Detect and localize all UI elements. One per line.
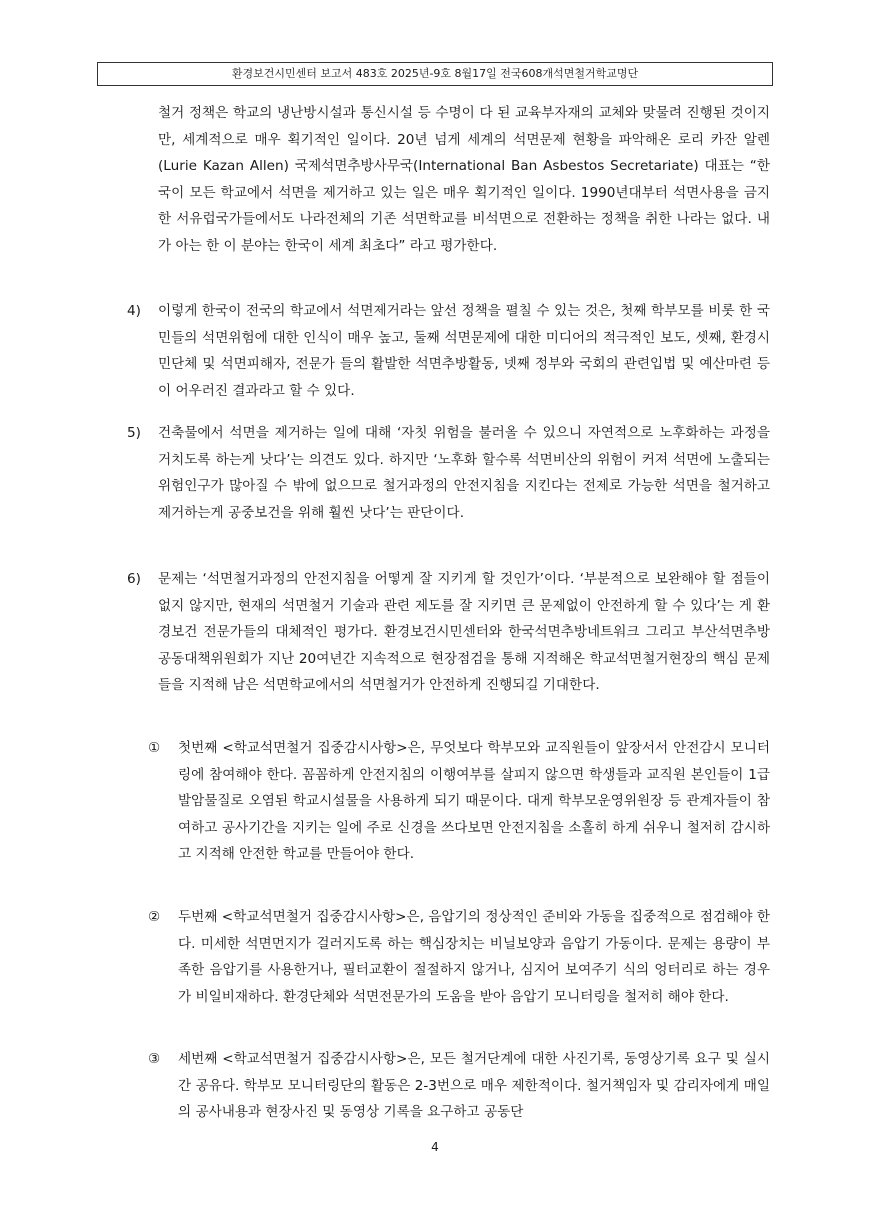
item-number-4: 4) bbox=[127, 303, 141, 319]
report-header: 환경보건시민센터 보고서 483호 2025년-9호 8월17일 전국608개석면철거학교명단 bbox=[97, 62, 773, 86]
subitem-paragraph-2: 두번째 <학교석면철거 집중감시사항>은, 음압기의 정상적인 준비와 가동을 집중적으로 점검해야 한다. 미세한 석면먼지가 걸러지도록 하는 핵심장치는 비닐보양과 음압기 가동이다. 문제는 용량이 부족한 음압기를 사용한거나, 필터교환이 절절하지 않거나, 심지어 보여주기 식의 엉터리로 하는 경우가 비일비재하다. 환경단체와 석면전문가의 도움을 받아 음압기 모니터링을 철저히 해야 한다. bbox=[178, 909, 770, 1005]
subitem-number-1: ① bbox=[148, 740, 161, 756]
item-paragraph-6: 문제는 ‘석면철거과정의 안전지침을 어떻게 잘 지키게 할 것인가’이다. ‘부분적으로 보완해야 할 점들이 없지 않지만, 현재의 석면철거 기술과 관련 제도를 잘 지키면 큰 문제없이 안전하게 할 수 있다’는 게 환경보건 전문가들의 대체적인 평가다. 환경보건시민센터와 한국석면추방네트워크 그리고 부산석면추방공동대책위원회가 지난 20여년간 지속적으로 현장점검을 통해 지적해온 학교석면철거현장의 핵심 문제들을 지적해 남은 석면학교에서의 석면철거가 안전하게 진행되길 기대한다. bbox=[158, 571, 770, 693]
item-paragraph-5: 건축물에서 석면을 제거하는 일에 대해 ‘자칫 위험을 불러올 수 있으니 자연적으로 노후화하는 과정을 거치도록 하는게 낫다’는 의견도 있다. 하지만 ‘노후화 할수록 석면비산의 위험이 커져 석면에 노출되는 위험인구가 많아질 수 밖에 없으므로 철거과정의 안전지침을 지킨다는 전제로 가능한 석면을 철거하고 제거하는게 공중보건을 위해 훨씬 낫다’는 판단이다. bbox=[158, 425, 770, 521]
intro-paragraph: 철거 정책은 학교의 냉난방시설과 통신시설 등 수명이 다 된 교육부자재의 교체와 맞물려 진행된 것이지만, 세계적으로 매우 획기적인 일이다. 20년 넘게 세계의 석면문제 현황을 파악해온 로리 카잔 알렌 (Lurie Kazan Allen) 국제석면추방사무국(International Ban Asbestos Secretariate) 대표는 “한국이 모든 학교에서 석면을 제거하고 있는 일은 매우 획기적인 일이다. 1990년대부터 석면사용을 금지한 서유럽국가들에서도 나라전체의 기존 석면학교를 비석면으로 전환하는 정책을 취한 나라는 없다. 내가 아는 한 이 분야는 한국이 세계 최초다” 라고 평가한다. bbox=[158, 105, 771, 254]
item-number-5: 5) bbox=[127, 425, 141, 441]
subitem-paragraph-1: 첫번째 <학교석면철거 집중감시사항>은, 무엇보다 학부모와 교직원들이 앞장서서 안전감시 모니터링에 참여해야 한다. 꼼꼼하게 안전지침의 이행여부를 살피지 않으면 학생들과 교직원 본인들이 1급 발암물질로 오염된 학교시설물을 사용하게 되기 때문이다. 대게 학부모운영위원장 등 관계자들이 참여하고 공사기간을 지키는 일에 주로 신경을 쓰다보면 안전지침을 소홀히 하게 쉬우니 철저히 감시하고 지적해 안전한 학교를 만들어야 한다. bbox=[178, 740, 770, 862]
item-number-6: 6) bbox=[127, 571, 141, 587]
page-number: 4 bbox=[431, 1140, 439, 1154]
subitem-number-2: ② bbox=[148, 909, 161, 925]
item-paragraph-4: 이렇게 한국이 전국의 학교에서 석면제거라는 앞선 정책을 펼칠 수 있는 것은, 첫째 학부모를 비롯 한 국민들의 석면위험에 대한 인식이 매우 높고, 둘째 석면문제에 대한 미디어의 적극적인 보도, 셋째, 환경시민단체 및 석면피해자, 전문가 들의 활발한 석면추방활동, 넷째 정부와 국회의 관련입법 및 예산마련 등이 어우러진 결과라고 할 수 있다. bbox=[158, 303, 770, 399]
subitem-paragraph-3: 세번째 <학교석면철거 집중감시사항>은, 모든 철거단계에 대한 사진기록, 동영상기록 요구 및 실시간 공유다. 학부모 모니터링단의 활동은 2-3번으로 매우 제한적이다. 철거책임자 및 감리자에게 매일의 공사내용과 현장사진 및 동영상 기록을 요구하고 공동단 bbox=[178, 1051, 770, 1120]
subitem-number-3: ③ bbox=[148, 1051, 161, 1067]
